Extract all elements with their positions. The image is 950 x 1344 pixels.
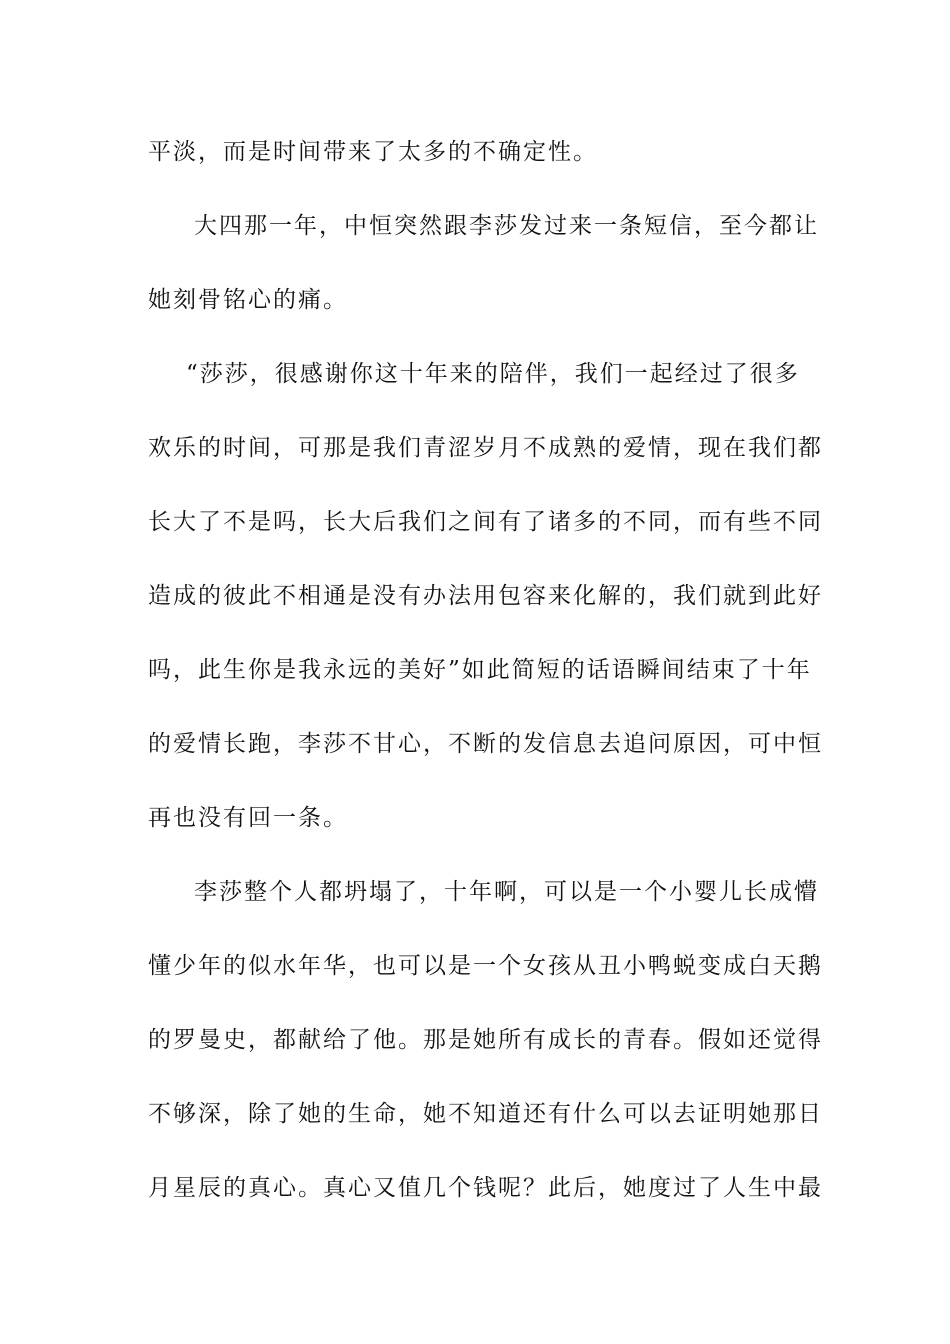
text-line: 欢乐的时间，可那是我们青涩岁月不成熟的爱情，现在我们都 <box>148 435 823 461</box>
text-line: 的罗曼史，都献给了他。那是她所有成长的青春。假如还觉得 <box>148 1027 823 1053</box>
text-line: 她刻骨铭心的痛。 <box>148 287 348 313</box>
text-line: 吗，此生你是我永远的美好”如此简短的话语瞬间结束了十年 <box>148 657 812 683</box>
text-line: 造成的彼此不相通是没有办法用包容来化解的，我们就到此好 <box>148 583 823 609</box>
text-line: 的爱情长跑，李莎不甘心，不断的发信息去追问原因，可中恒 <box>148 731 823 757</box>
text-line: 长大了不是吗，长大后我们之间有了诸多的不同，而有些不同 <box>148 509 823 535</box>
text-line: 平淡，而是时间带来了太多的不确定性。 <box>148 139 598 165</box>
text-line: 不够深，除了她的生命，她不知道还有什么可以去证明她那日 <box>148 1101 823 1127</box>
text-line: 懂少年的似水年华，也可以是一个女孩从丑小鸭蜕变成白天鹅 <box>148 953 823 979</box>
text-line: 再也没有回一条。 <box>148 805 348 831</box>
text-line: “莎莎，很感谢你这十年来的陪伴，我们一起经过了很多 <box>186 361 800 387</box>
text-line: 大四那一年，中恒突然跟李莎发过来一条短信，至今都让 <box>194 213 819 239</box>
text-line: 月星辰的真心。真心又值几个钱呢？此后，她度过了人生中最 <box>148 1175 823 1201</box>
text-line: 李莎整个人都坍塌了，十年啊，可以是一个小婴儿长成懵 <box>194 879 819 905</box>
